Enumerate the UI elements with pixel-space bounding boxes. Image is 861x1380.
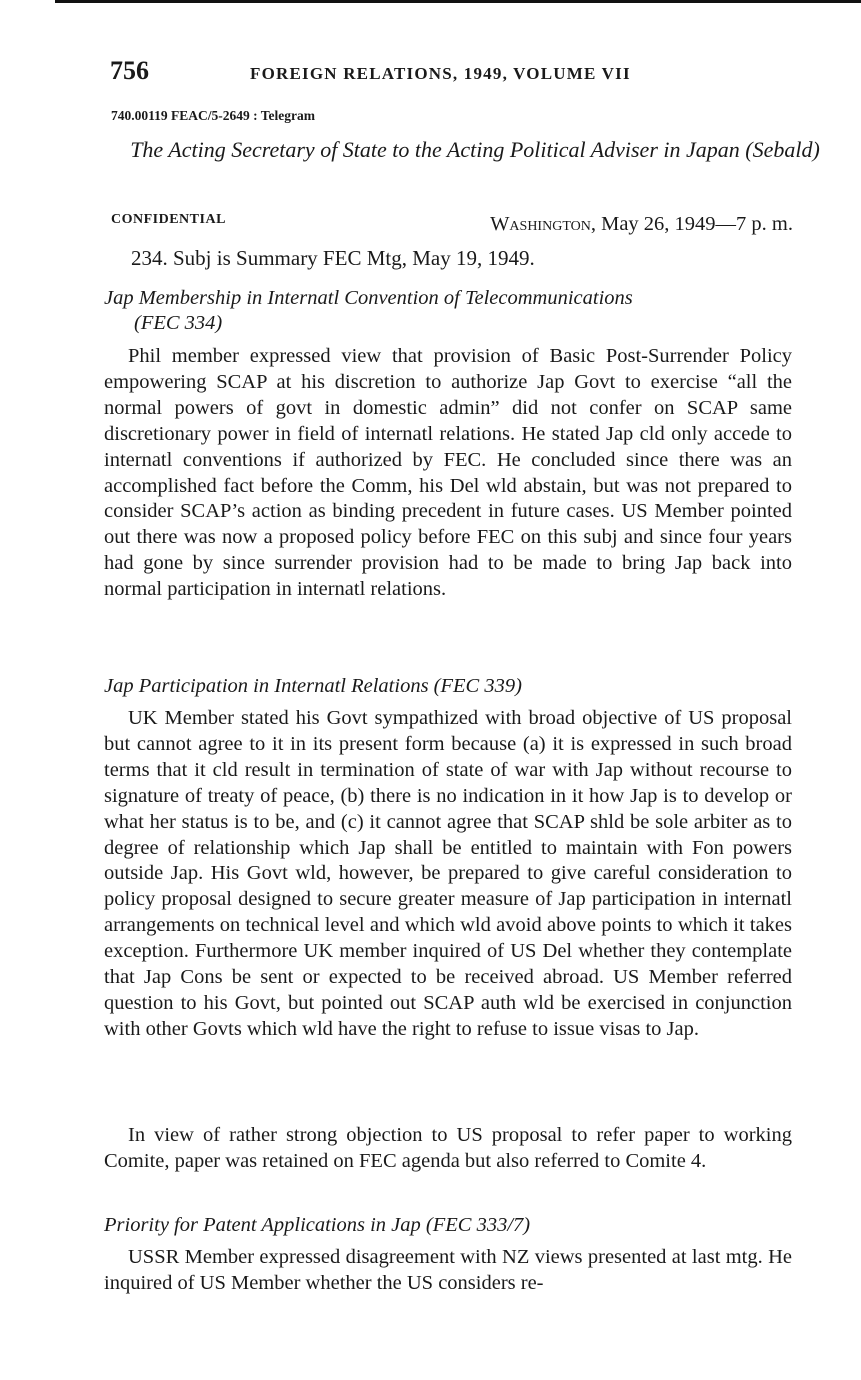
running-head: FOREIGN RELATIONS, 1949, VOLUME VII (250, 64, 631, 83)
paragraph: In view of rather strong objection to US proposal to refer paper to working Comite, paper was retained on FEC agenda but also referred to Comite 4. (104, 1124, 792, 1172)
top-rule (55, 0, 861, 3)
dateline-date: May 26, 1949—7 p. m. (601, 213, 793, 235)
section-heading-telecom (104, 286, 792, 336)
paragraph: USSR Member expressed disagreement with NZ views presented at last mtg. He inquired of US Member whether the US considers re- (104, 1246, 792, 1294)
file-reference: 740.00119 FEAC/5-2649 : Telegram (111, 108, 315, 123)
section-heading-participation: Jap Participation in Internatl Relations (FEC 339) (104, 675, 522, 697)
paragraph: UK Member stated his Govt sympathized with broad objective of US proposal but cannot agree to it in its present form because (a) it is expressed in such broad terms that it cld result in termination of state of war with Jap without recourse to signature of treaty of peace, (b) there is no indication in it how Jap is to develop or what her status is to be, and (c) it cannot agree that SCAP shld be sole arbiter as to degree of relationship which Jap shall be entitled to maintain with Fon powers outside Jap. His Govt wld, however, be prepared to give careful consideration to policy proposal designed to secure greater measure of Jap participation in internatl arrangements on technical level and which wld avoid above points to which it takes exception. Furthermore UK member inquired of US Del whether they contemplate that Jap Cons be sent or expected to be received abroad. US Member referred question to his Govt, but pointed out SCAP auth wld be exercised in conjunction with other Govts which wld have the right to refuse to issue visas to Jap. (104, 707, 792, 1040)
section-heading-line: (FEC 334) (134, 312, 223, 334)
message-subject: 234. Subj is Summary FEC Mtg, May 19, 1949. (131, 246, 535, 270)
dateline-place: Washington, (490, 213, 596, 235)
dateline (490, 213, 793, 236)
classification-label: CONFIDENTIAL (111, 212, 226, 227)
section-heading-line: Jap Membership in Internatl Convention of Telecommunications (104, 287, 633, 309)
section-heading-patents: Priority for Patent Applications in Jap (FEC 333/7) (104, 1214, 531, 1236)
document-title: The Acting Secretary of State to the Acting Political Adviser in Japan (Sebald) (130, 137, 820, 162)
page-number: 756 (110, 56, 149, 85)
paragraph: Phil member expressed view that provision of Basic Post-Surrender Policy empowering SCAP at his discretion to authorize Jap Govt to exercise “all the normal powers of govt in domestic admin” did not confer on SCAP same discretionary power in field of internatl relations. He stated Jap cld only accede to internatl conventions if authorized by FEC. He concluded since there was an accomplished fact before the Comm, his Del wld abstain, but was not prepared to consider SCAP’s action as binding precedent in future cases. US Member pointed out there was now a proposed policy before FEC on this subj and since four years had gone by since surrender provision had to be made to bring Jap back into normal participation in internatl relations. (104, 345, 792, 601)
